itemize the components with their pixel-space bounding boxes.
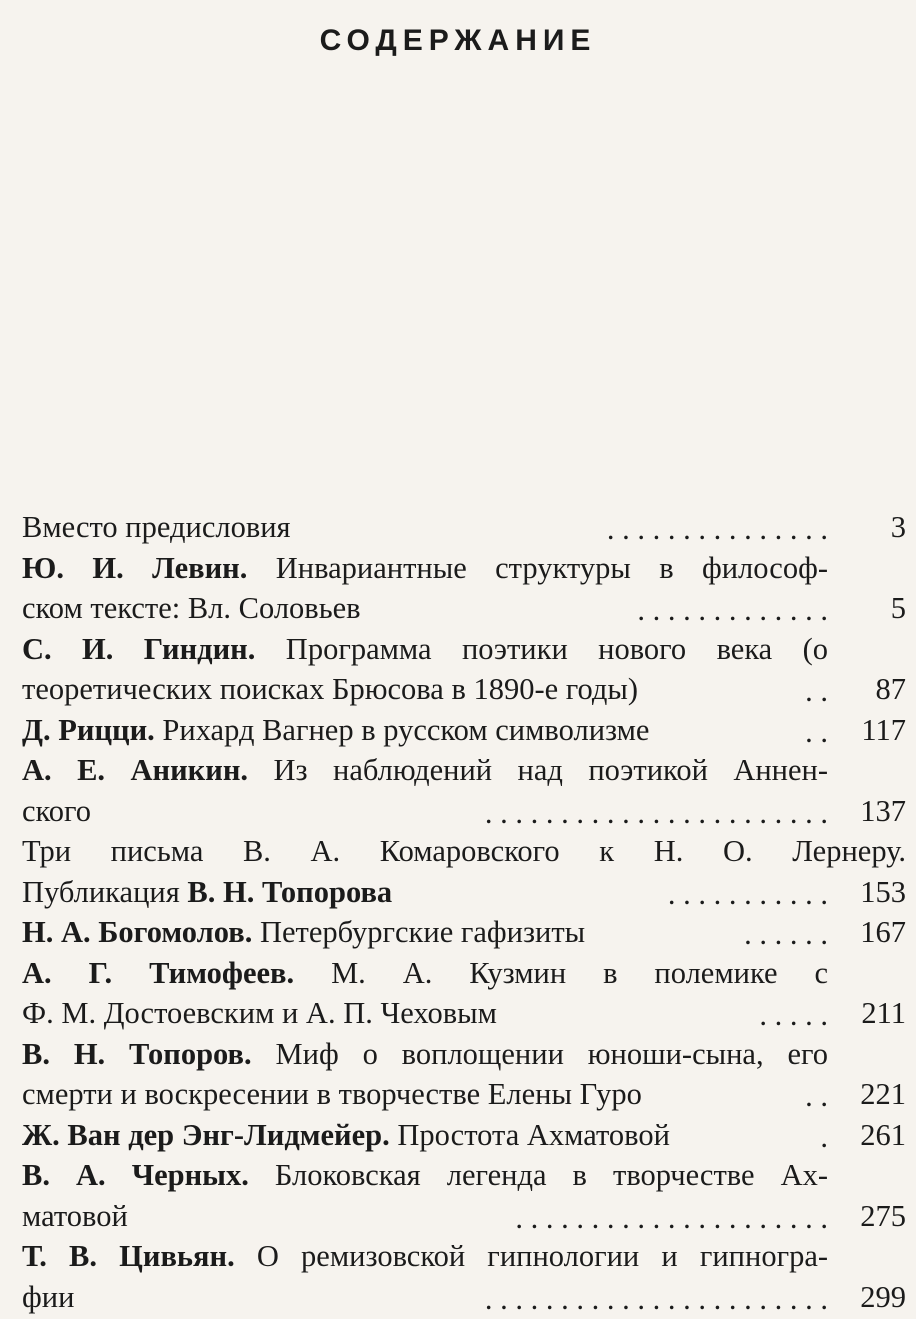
toc-entry-anikin[interactable] — [22, 750, 906, 791]
dot-leader: . . . . . . . . . . . . . . . — [607, 509, 828, 550]
toc-entry-levin[interactable] — [22, 548, 906, 589]
toc-entry-van-der-eng[interactable] — [22, 1115, 906, 1156]
dot-leader: . . . . . . . . . . . . . — [637, 590, 828, 631]
entry-title-cont: фии — [22, 1277, 74, 1318]
page-number: 275 — [860, 1196, 906, 1237]
entry-title: М. А. Кузмин в полемике с — [331, 956, 828, 990]
page-number: 153 — [860, 872, 906, 913]
toc-entry-gindin-cont[interactable] — [22, 669, 906, 710]
entry-title-cont: теоретических поисках Брюсова в 1890-е годы) — [22, 669, 638, 710]
toc-entry-toporov[interactable] — [22, 1034, 906, 1075]
toc-entry-foreword[interactable] — [22, 507, 906, 548]
dot-leader: . . — [805, 1076, 828, 1117]
entry-title-cont: ском тексте: Вл. Соловьев — [22, 588, 361, 629]
entry-author: В. А. Черных. — [22, 1158, 249, 1192]
toc-entry-anikin-cont[interactable] — [22, 791, 906, 832]
dot-leader: . . . . . . . . . . . . . . . . . . . . . — [515, 1198, 828, 1239]
toc-entry-timofeev[interactable] — [22, 953, 906, 994]
dot-leader: . . . . . . . . . . . — [668, 874, 828, 915]
page-number: 137 — [860, 791, 906, 832]
entry-title: Инвариантные структуры в философ- — [276, 551, 828, 585]
entry-title: Петербургские гафизиты — [260, 915, 585, 949]
toc-entry-chernykh[interactable] — [22, 1155, 906, 1196]
page-number: 299 — [860, 1277, 906, 1318]
dot-leader: . . . . . . . . . . . . . . . . . . . . . . . — [485, 793, 828, 834]
entry-title: Рихард Вагнер в русском символизме — [162, 713, 649, 747]
entry-title: Блоковская легенда в творчестве Ах- — [275, 1158, 828, 1192]
entry-title: Простота Ахматовой — [397, 1118, 670, 1152]
page-number: 167 — [860, 912, 906, 953]
page-number: 3 — [891, 507, 906, 548]
page-number: 211 — [861, 993, 906, 1034]
entry-title: О ремизовской гипнологии и гипногра- — [257, 1239, 828, 1273]
page-title: СОДЕРЖАНИЕ — [0, 24, 916, 58]
page-number: 87 — [876, 669, 907, 710]
entry-author: В. Н. Топоров. — [22, 1037, 252, 1071]
toc-entry-rizzi[interactable] — [22, 710, 906, 751]
entry-author: Д. Рицци. — [22, 713, 155, 747]
entry-author: С. И. Гиндин. — [22, 632, 255, 666]
dot-leader: . . — [805, 712, 828, 753]
page-number: 117 — [861, 710, 906, 751]
entry-title-cont: Публикация — [22, 875, 180, 909]
page-number: 5 — [891, 588, 906, 629]
entry-author: Н. А. Богомолов. — [22, 915, 252, 949]
toc-entry-bogomolov[interactable] — [22, 912, 906, 953]
entry-author: Ю. И. Левин. — [22, 551, 247, 585]
dot-leader: . . . . . . — [744, 914, 828, 955]
entry-author: А. Е. Аникин. — [22, 753, 248, 787]
toc-entry-toporov-cont[interactable] — [22, 1074, 906, 1115]
entry-author: Т. В. Цивьян. — [22, 1239, 235, 1273]
entry-title: Три письма В. А. Комаровского к Н. О. Лернеру. — [22, 831, 906, 872]
page-number: 221 — [860, 1074, 906, 1115]
toc-entry-tsivyan[interactable] — [22, 1236, 906, 1277]
toc-entry-letters-cont[interactable] — [22, 872, 906, 913]
page-number: 261 — [860, 1115, 906, 1156]
entry-title: Миф о воплощении юноши-сына, его — [276, 1037, 829, 1071]
table-of-contents — [22, 507, 906, 1317]
entry-title: Программа поэтики нового века (о — [286, 632, 828, 666]
toc-entry-gindin[interactable] — [22, 629, 906, 670]
entry-author: Ж. Ван дер Энг-Лидмейер. — [22, 1118, 390, 1152]
dot-leader: . . — [805, 671, 828, 712]
entry-title: Вместо предисловия — [22, 507, 291, 548]
entry-title-cont: матовой — [22, 1196, 128, 1237]
dot-leader: . — [820, 1117, 828, 1158]
entry-title-cont: смерти и воскресении в творчестве Елены Гуро — [22, 1074, 642, 1115]
toc-entry-levin-cont[interactable] — [22, 588, 906, 629]
entry-title-cont: Ф. М. Достоевским и А. П. Чеховым — [22, 993, 497, 1034]
toc-entry-timofeev-cont[interactable] — [22, 993, 906, 1034]
entry-author: А. Г. Тимофеев. — [22, 956, 294, 990]
entry-title: Из наблюдений над поэтикой Аннен- — [273, 753, 828, 787]
entry-title-cont: ского — [22, 791, 91, 832]
toc-entry-tsivyan-cont[interactable] — [22, 1277, 906, 1318]
entry-author: В. Н. Топорова — [187, 875, 392, 909]
toc-entry-letters[interactable] — [22, 831, 906, 872]
dot-leader: . . . . . . . . . . . . . . . . . . . . . . . — [485, 1279, 828, 1319]
toc-entry-chernykh-cont[interactable] — [22, 1196, 906, 1237]
dot-leader: . . . . . — [759, 995, 828, 1036]
